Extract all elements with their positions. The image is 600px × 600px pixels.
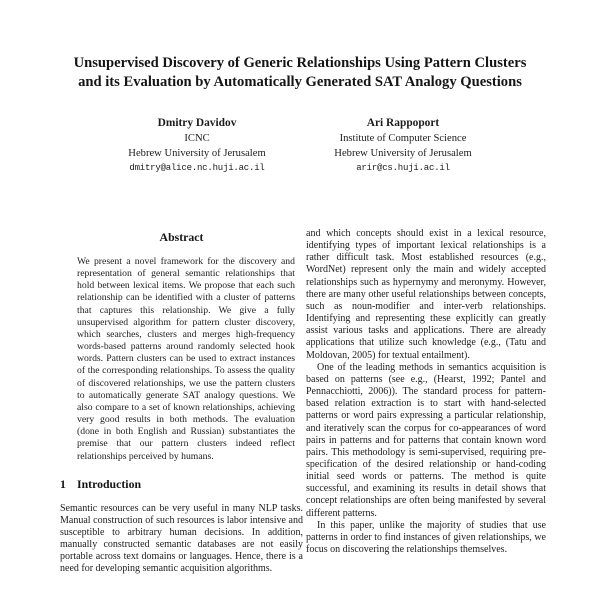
left-column [60, 228, 303, 576]
right-paragraph-3: In this paper, unlike the majority of studies that use patterns in order to find instances of given relationships, we focus on discovering the relationships themselves. [306, 519, 546, 556]
author-1-university: Hebrew University of Jerusalem [128, 148, 266, 159]
author-2-affiliation: Institute of Computer Science [339, 133, 467, 144]
section-1-heading [60, 477, 303, 492]
author-2-name: Ari Rappoport [366, 117, 440, 129]
author-block-row [0, 116, 600, 176]
abstract-heading: Abstract [159, 230, 204, 244]
section-1-number: 1 [60, 476, 66, 491]
author-1-name: Dmitry Davidov [157, 117, 237, 129]
abstract-text: We present a novel framework for the discovery and representation of general semantic relationships that hold between lexical items. We propose that each such relationship can be identified with a cluster of patterns that captures this relationship. We give a fully unsupervised algorithm for pattern cluster discovery, which searches, clusters and merges high-frequency words-based patterns around randomly selected hook words. Pattern clusters can be used to extract instances of the corresponding relationships. To assess the quality of discovered relationships, we use the pattern clusters to automatically generate SAT analogy questions. We also compare to a set of known relationships, achieving very good results in both methods. The evaluation (done in both English and Russian) substantiates the premise that our pattern clusters indeed reflect relationships perceived by humans. [77, 256, 295, 462]
right-paragraph-1: and which concepts should exist in a lexical resource, identifying types of important lexical relationships is a rather difficult task. Most established resources (e.g., WordNet) represent only the main and widely accepted relationships such as hypernymy and meronymy. However, there are many other useful relationships between concepts, such as noun-modifier and inter-verb relationships. Identifying and representing these explicitly can greatly assist various tasks and applications. There are already applications that utilize such knowledge (e.g., (Tatu and Moldovan, 2005) for textual entailment). [306, 228, 546, 361]
author-2 [300, 116, 506, 176]
paper-title [30, 54, 570, 92]
author-1-affiliation: ICNC [184, 133, 210, 144]
section-1-title: Introduction [77, 476, 142, 491]
author-2-university: Hebrew University of Jerusalem [334, 148, 472, 159]
right-column [306, 228, 546, 556]
author-1 [94, 116, 300, 176]
right-paragraph-2: One of the leading methods in semantics acquisition is based on patterns (see e.g., (Hearst, 1992; Pantel and Pennacchiotti, 2006)). The standard process for pattern-based relation extraction is to start with hand-selected patterns or word pairs expressing a particular relationship, and iteratively scan the corpus for co-appearances of word pairs in patterns and for patterns that contain known word pairs. This methodology is semi-supervised, requiring pre-specification of the desired relationship or hand-coding initial seed words or patterns. The method is quite successful, and examining its results in detail shows that concept relationships are often being manifested by several different patterns. [306, 361, 546, 519]
author-2-email: arir@cs.huji.ac.il [356, 163, 450, 173]
paper-title-line2: and its Evaluation by Automatically Generated SAT Analogy Questions [78, 74, 522, 90]
intro-paragraph-1: Semantic resources can be very useful in many NLP tasks. Manual construction of such resources is labor intensive and susceptible to arbitrary human decisions. In addition, manually constructed semantic databases are not easily portable across text domains or languages. Hence, there is a need for developing semantic acquisition algorithms. [60, 502, 303, 575]
paper-title-line1: Unsupervised Discovery of Generic Relationships Using Pattern Clusters [73, 55, 527, 71]
author-1-email: dmitry@alice.nc.huji.ac.il [129, 163, 265, 173]
